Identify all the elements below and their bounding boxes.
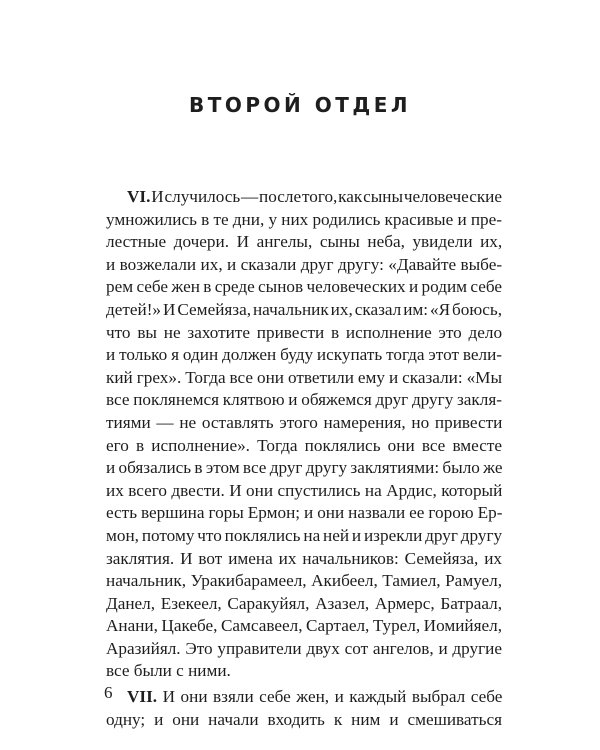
text-line: VII. И они взяли себе жен, и каждый выбрал себе — [127, 687, 502, 707]
text-line: Аразийял. Это управители двух сот ангелов, и другие — [106, 638, 502, 658]
text-line: мон, потому что поклялись на ней и изрекли друг другу — [106, 525, 502, 545]
text-line: и обязались в этом все друг другу заклятиями: было же — [106, 458, 502, 478]
text-line: тиями — не оставлять этого намерения, но привести — [106, 412, 502, 432]
page-number: 6 — [104, 683, 113, 702]
text-line: что вы не захотите привести в исполнение это дело — [106, 322, 502, 342]
text-line: его в исполнение». Тогда поклялись они все вместе — [106, 435, 502, 455]
text-line: их всего двести. И они спустились на Ардис, который — [106, 480, 502, 500]
verse-paragraph-vi — [106, 186, 502, 683]
text-line: кий грех». Тогда все они ответили ему и сказали: «Мы — [106, 367, 502, 387]
body-text — [106, 186, 502, 731]
text-line: и только я один должен буду искупать тогда этот вели- — [106, 345, 502, 365]
section-title: ВТОРОЙ ОТДЕЛ — [189, 93, 411, 117]
verse-number: VII. — [127, 687, 158, 707]
text-line: есть вершина горы Ермон; и они назвали ее горою Ер- — [106, 503, 502, 523]
text-line: все поклянемся клятвою и обяжемся друг другу закля- — [106, 390, 502, 410]
text-line: начальник, Уракибарамеел, Акибеел, Тамиел, Рамуел, — [106, 571, 502, 591]
text-line: детей!» И Семейяза, начальник их, сказал им: «Я боюсь, — [106, 299, 502, 319]
text-line: умножились в те дни, у них родились красивые и пре- — [106, 209, 502, 229]
text-line: все были с ними. — [106, 661, 231, 681]
text-line: рем себе жен в среде сынов человеческих и родим себе — [106, 277, 502, 297]
text-line: заклятия. И вот имена их начальников: Семейяза, их — [106, 548, 502, 568]
verse-paragraph-vii — [106, 686, 502, 731]
text-line: одну; и они начали входить к ним и смешиваться — [106, 709, 502, 729]
text-line: лестные дочери. И ангелы, сыны неба, увидели их, — [106, 232, 502, 252]
text-line: Анани, Цакебе, Самсавеел, Сартаел, Турел, Иомийяел, — [106, 616, 502, 636]
text-line: VI. И случилось — после того, как сыны человеческие — [127, 187, 502, 206]
text-line: и возжелали их, и сказали друг другу: «Давайте выбе- — [106, 254, 502, 274]
text-line: Данел, Езекеел, Саракуйял, Азазел, Армерс, Батраал, — [106, 593, 502, 613]
verse-number: VI. — [127, 187, 151, 206]
